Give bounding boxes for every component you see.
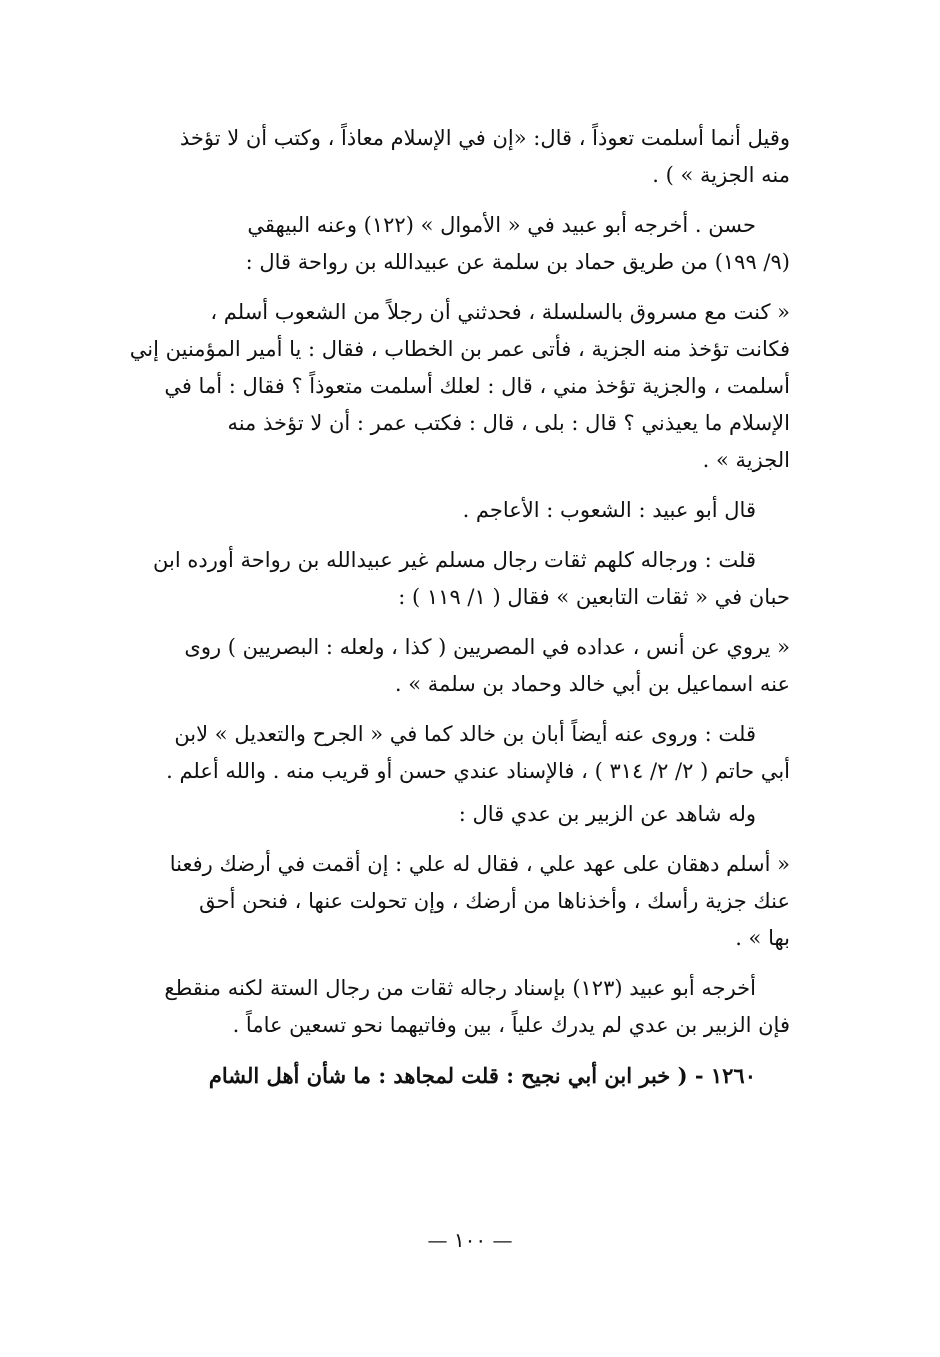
text-line: الإسلام ما يعيذني ؟ قال : بلى ، قال : فكتب عمر : أن لا تؤخذ منه — [227, 411, 790, 435]
paragraph-6 — [108, 629, 790, 703]
paragraph-3 — [108, 294, 790, 479]
text-line: ١٢٦٠ - ( خبر ابن أبي نجيح : قلت لمجاهد : ما شأن أهل الشام — [208, 1063, 756, 1088]
text-line: فكانت تؤخذ منه الجزية ، فأتى عمر بن الخطاب ، فقال : يا أمير المؤمنين إني — [129, 337, 790, 361]
text-line: الجزية » . — [702, 448, 790, 472]
paragraph-10 — [108, 970, 790, 1044]
paragraph-1 — [108, 120, 790, 194]
paragraph-11-heading — [108, 1057, 790, 1094]
text-line: أخرجه أبو عبيد (١٢٣) بإسناد رجاله ثقات من رجال الستة لكنه منقطع — [164, 976, 756, 1000]
text-line: أسلمت ، والجزية تؤخذ مني ، قال : لعلك أسلمت متعوذاً ؟ فقال : أما في — [164, 374, 790, 398]
paragraph-8 — [108, 796, 790, 833]
text-line: وله شاهد عن الزبير بن عدي قال : — [458, 802, 756, 826]
text-line: وقيل أنما أسلمت تعوذاً ، قال: «إن في الإسلام معاذاً ، وكتب أن لا تؤخذ — [179, 126, 790, 150]
paragraph-9 — [108, 846, 790, 957]
text-line: عنه اسماعيل بن أبي خالد وحماد بن سلمة » . — [394, 672, 790, 696]
text-line: حبان في « ثقات التابعين » فقال ( ١/ ١١٩ ) : — [398, 585, 790, 609]
text-line: فإن الزبير بن عدي لم يدرك علياً ، بين وفاتيهما نحو تسعين عاماً . — [232, 1013, 790, 1037]
page-body — [108, 120, 790, 1094]
paragraph-2 — [108, 207, 790, 281]
text-line: بها » . — [735, 926, 790, 950]
text-line: « أسلم دهقان على عهد علي ، فقال له علي : إن أقمت في أرضك رفعنا — [169, 852, 790, 876]
text-line: (٩/ ١٩٩) من طريق حماد بن سلمة عن عبيدالله بن رواحة قال : — [245, 250, 790, 274]
text-line: حسن . أخرجه أبو عبيد في « الأموال » (١٢٢) وعنه البيهقي — [247, 213, 756, 237]
text-line: أبي حاتم ( ٢/ ٢/ ٣١٤ ) ، فالإسناد عندي حسن أو قريب منه . والله أعلم . — [166, 759, 790, 783]
text-line: « يروي عن أنس ، عداده في المصريين ( كذا ، ولعله : البصريين ) روى — [184, 635, 790, 659]
text-line: منه الجزية » ) . — [652, 163, 790, 187]
text-line: قلت : وروى عنه أيضاً أبان بن خالد كما في « الجرح والتعديل » لابن — [174, 722, 756, 746]
paragraph-7 — [108, 716, 790, 790]
page-number: — ١٠٠ — — [427, 1228, 513, 1252]
paragraph-5 — [108, 542, 790, 616]
text-line: قلت : ورجاله كلهم ثقات رجال مسلم غير عبيدالله بن رواحة أورده ابن — [153, 548, 756, 572]
paragraph-4 — [108, 492, 790, 529]
text-line: قال أبو عبيد : الشعوب : الأعاجم . — [462, 498, 756, 522]
text-line: « كنت مع مسروق بالسلسلة ، فحدثني أن رجلاً من الشعوب أسلم ، — [210, 300, 790, 324]
text-line: عنك جزية رأسك ، وأخذناها من أرضك ، وإن تحولت عنها ، فنحن أحق — [199, 889, 790, 913]
